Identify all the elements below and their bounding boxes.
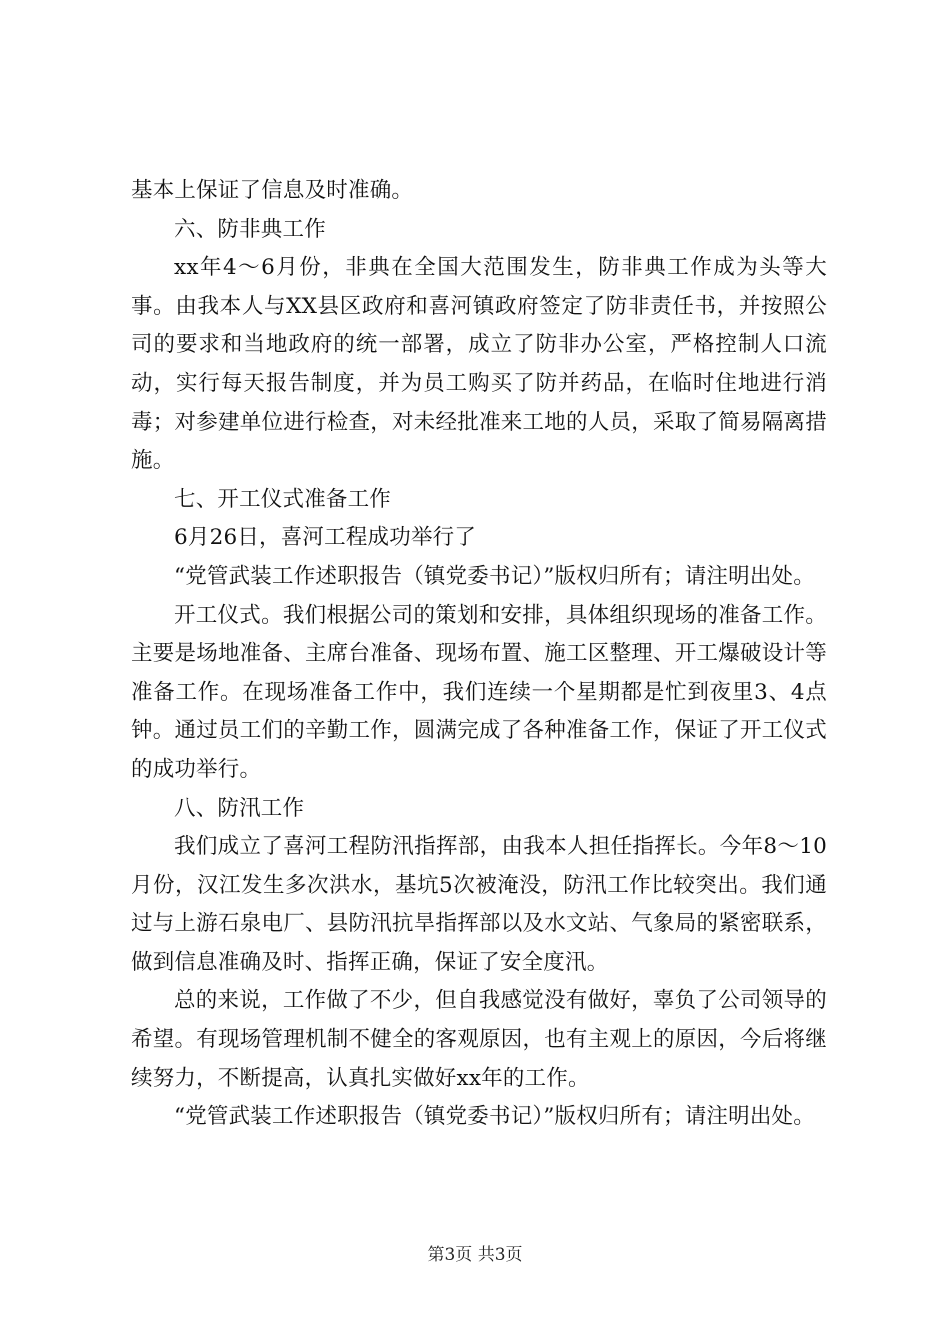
paragraph-summary: 总的来说，工作做了不少，但自我感觉没有做好，辜负了公司领导的希望。有现场管理机制不健全的客观原因，也有主观上的原因，今后将继续努力，不断提高，认真扎实做好xx年的工作。 <box>131 988 827 1091</box>
section-heading-flood: 八、防汛工作 <box>174 795 305 821</box>
section-heading-sars: 六、防非典工作 <box>174 216 326 242</box>
paragraph-ceremony: 开工仪式。我们根据公司的策划和安排，具体组织现场的准备工作。主要是场地准备、主席台准备、现场布置、施工区整理、开工爆破设计等准备工作。在现场准备工作中，我们连续一个星期都是忙到夜里3、4点钟。通过员工们的辛勤工作，圆满完成了各种准备工作，保证了开工仪式的成功举行。 <box>131 602 827 782</box>
section-heading-ceremony: 七、开工仪式准备工作 <box>174 486 392 512</box>
paragraph-flood: 我们成立了喜河工程防汛指挥部，由我本人担任指挥长。今年8～10月份，汉江发生多次洪水，基坑5次被淹没，防汛工作比较突出。我们通过与上游石泉电厂、县防汛抗旱指挥部以及水文站、气象局的紧密联系，做到信息准确及时、指挥正确，保证了安全度汛。 <box>131 834 827 975</box>
paragraph-continuation: 基本上保证了信息及时准确。 <box>131 178 414 203</box>
copyright-notice: “党管武装工作述职报告（镇党委书记）”版权归所有；请注明出处。 <box>174 563 815 589</box>
paragraph-ceremony-start: 6月26日，喜河工程成功举行了 <box>174 525 477 551</box>
copyright-notice: “党管武装工作述职报告（镇党委书记）”版权归所有；请注明出处。 <box>174 1104 815 1130</box>
document-body <box>131 172 827 1137</box>
paragraph-sars: xx年4～6月份，非典在全国大范围发生，防非典工作成为头等大事。由我本人与XX县区政府和喜河镇政府签定了防非责任书，并按照公司的要求和当地政府的统一部署，成立了防非办公室，严格控制人口流动，实行每天报告制度，并为员工购买了防并药品，在临时住地进行消毒；对参建单位进行检查，对未经批准来工地的人员，采取了简易隔离措施。 <box>131 255 827 474</box>
page-footer: 第3页 共3页 <box>427 1245 523 1265</box>
